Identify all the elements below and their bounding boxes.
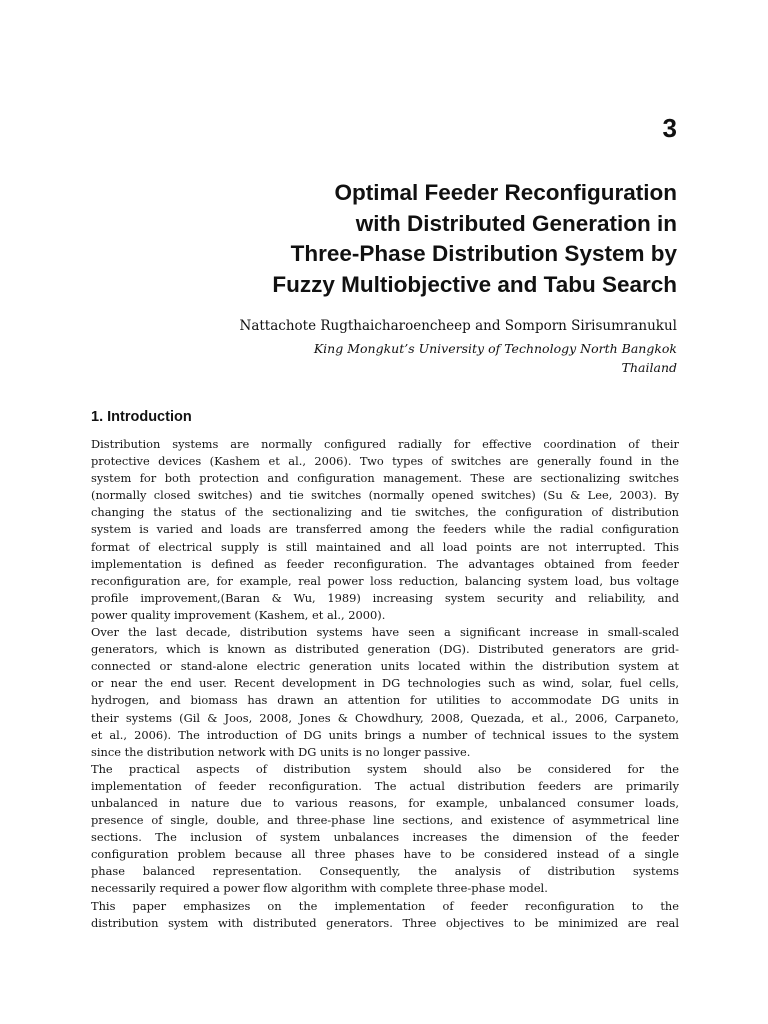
paragraph-line: their systems (Gil & Joos, 2008, Jones & Chowdhury, 2008, Quezada, et al., 2006, Carpaneto,	[91, 710, 679, 725]
paragraph-line: since the distribution network with DG units is no longer passive.	[91, 744, 471, 759]
paragraph-line: Over the last decade, distribution systems have seen a significant increase in small-scaled	[91, 625, 679, 640]
paragraph-line: profile improvement,(Baran & Wu, 1989) increasing system security and reliability, and	[91, 590, 679, 605]
chapter-title	[117, 178, 677, 300]
paragraph-line: distribution system with distributed generators. Three objectives to be minimized are real	[91, 915, 679, 930]
paragraph-line: format of electrical supply is still maintained and all load points are not interrupted. This	[91, 539, 679, 554]
paragraph-line: hydrogen, and biomass has drawn an attention for utilities to accommodate DG units in	[91, 693, 679, 708]
paragraph-line: phase balanced representation. Consequently, the analysis of distribution systems	[91, 864, 679, 879]
paragraph-line: changing the status of the sectionalizing and tie switches, the configuration of distribution	[91, 505, 679, 520]
paragraph-line: implementation of feeder reconfiguration. The actual distribution feeders are primarily	[91, 778, 679, 793]
title-line: Optimal Feeder Reconfiguration	[334, 180, 677, 205]
authors: Nattachote Rugthaicharoencheep and Somporn Sirisumranukul	[239, 318, 677, 334]
affiliation-line: King Mongkut’s University of Technology North Bangkok	[313, 341, 677, 356]
affiliation	[314, 339, 677, 377]
title-line: with Distributed Generation in	[355, 210, 677, 236]
paragraph	[91, 898, 679, 932]
paragraph-line: The practical aspects of distribution system should also be considered for the	[91, 761, 679, 776]
affiliation-line: Thailand	[621, 360, 677, 375]
paragraph-line: generators, which is known as distributed generation (DG). Distributed generators are grid-	[91, 642, 679, 657]
body-text	[91, 436, 679, 932]
title-line: Fuzzy Multiobjective and Tabu Search	[272, 271, 677, 297]
paragraph-line: This paper emphasizes on the implementation of feeder reconfiguration to the	[91, 898, 679, 913]
paragraph-line: power quality improvement (Kashem, et al., 2000).	[91, 607, 386, 622]
paragraph-line: presence of single, double, and three-phase line sections, and existence of asymmetrical line	[91, 813, 679, 828]
paragraph-line: configuration problem because all three phases have to be considered instead of a single	[91, 847, 679, 862]
paragraph-line: system for both protection and configuration management. These are sectionalizing switches	[91, 471, 679, 486]
paragraph-line: et al., 2006). The introduction of DG units brings a number of technical issues to the system	[91, 727, 679, 742]
paragraph-line: system is varied and loads are transferred among the feeders while the radial configuration	[91, 522, 679, 537]
paragraph-line: or near the end user. Recent development in DG technologies such as wind, solar, fuel cells,	[91, 676, 679, 691]
paragraph-line: Distribution systems are normally configured radially for effective coordination of their	[91, 437, 679, 451]
paragraph-line: necessarily required a power flow algorithm with complete three-phase model.	[91, 881, 548, 896]
paragraph-line: protective devices (Kashem et al., 2006). Two types of switches are generally found in the	[91, 454, 679, 469]
paragraph-line: unbalanced in nature due to various reasons, for example, unbalanced consumer loads,	[91, 795, 679, 810]
paragraph	[91, 761, 679, 898]
section-heading: 1. Introduction	[91, 409, 192, 425]
paragraph	[91, 436, 679, 624]
paragraph-line: sections. The inclusion of system unbalances increases the dimension of the feeder	[91, 830, 679, 845]
paragraph-line: (normally closed switches) and tie switches (normally opened switches) (Su & Lee, 2003). By	[91, 488, 679, 503]
paragraph-line: implementation is defined as feeder reconfiguration. The advantages obtained from feeder	[91, 556, 679, 571]
chapter-number: 3	[662, 113, 677, 143]
paragraph	[91, 624, 679, 761]
title-line: Three-Phase Distribution System by	[290, 241, 677, 266]
paragraph-line: reconfiguration are, for example, real power loss reduction, balancing system load, bus voltage	[91, 573, 679, 588]
paragraph-line: connected or stand-alone electric generation units located within the distribution system at	[91, 659, 679, 674]
